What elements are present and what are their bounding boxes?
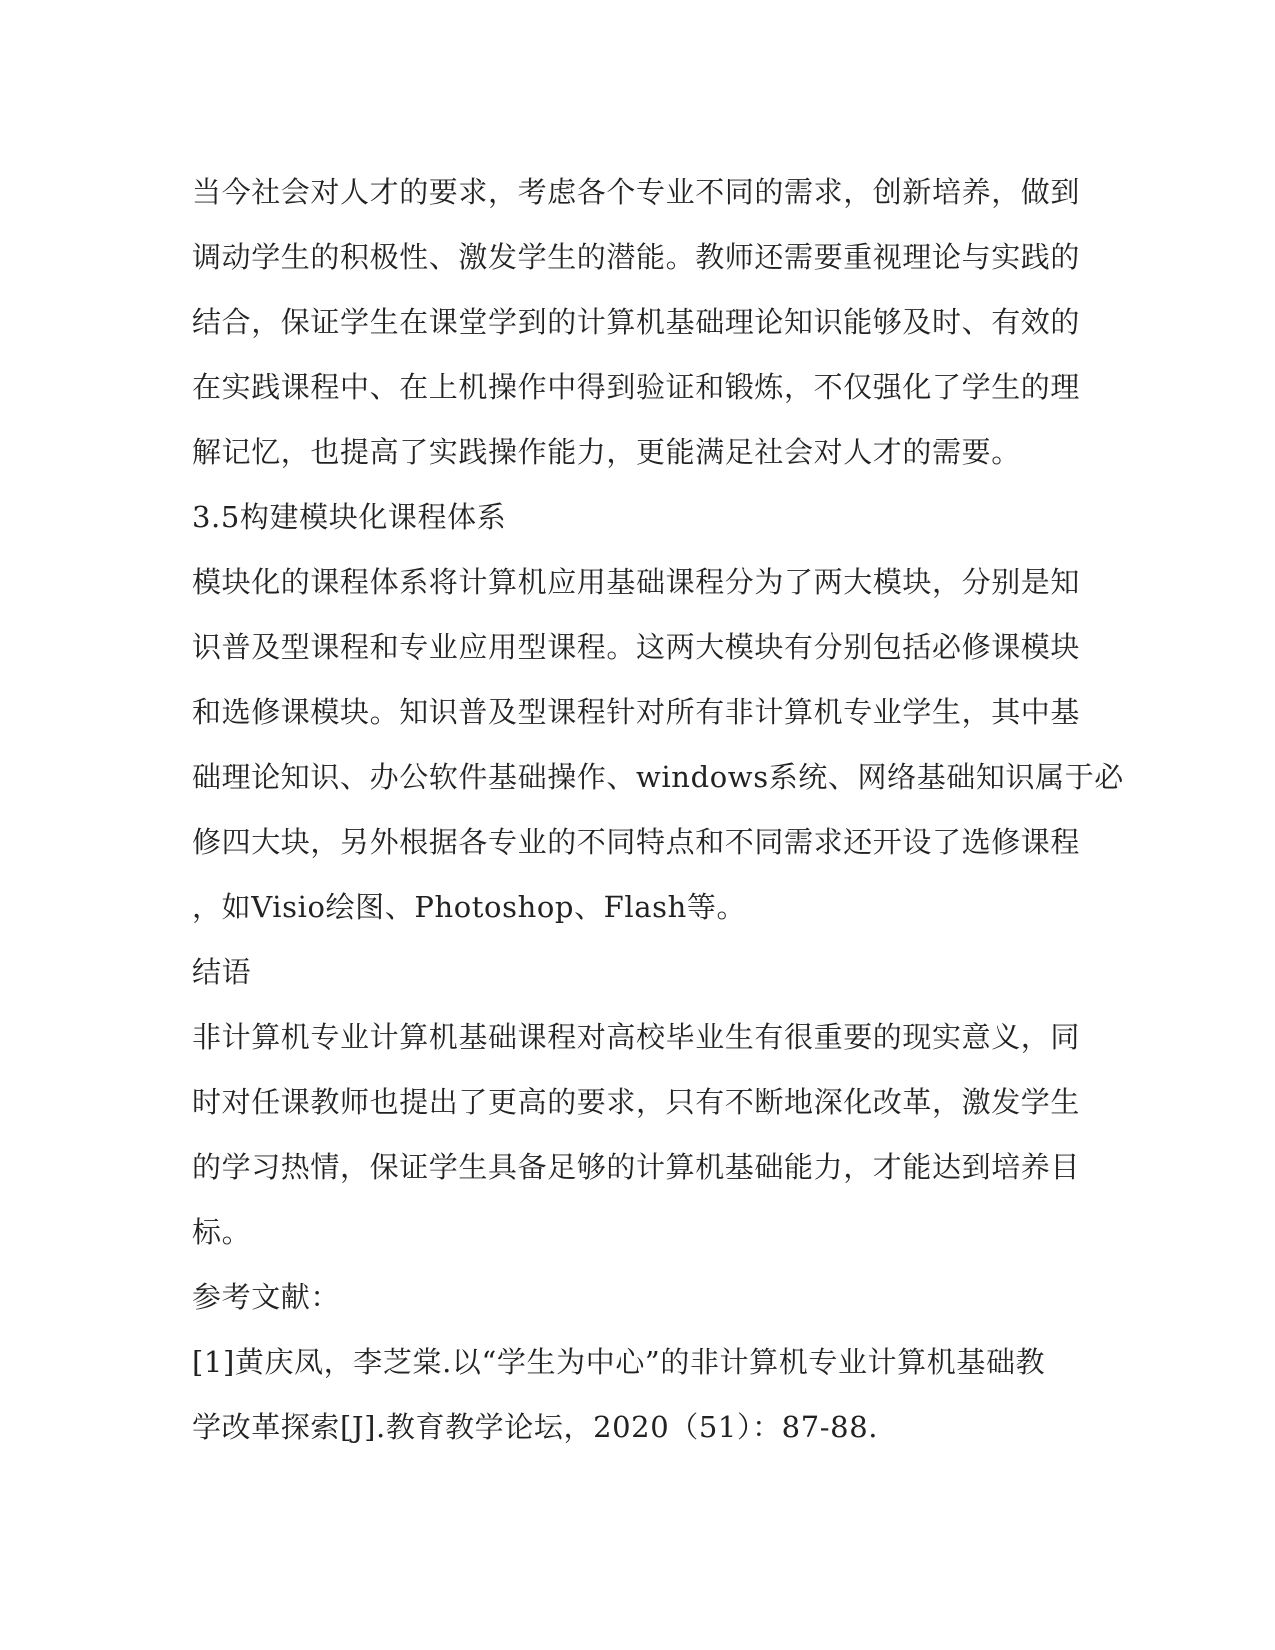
paragraph-line: 当今社会对人才的要求，考虑各个专业不同的需求，创新培养，做到 [192,175,1081,209]
paragraph-line: 时对任课教师也提出了更高的要求，只有不断地深化改革，激发学生 [192,1085,1081,1119]
paragraph-line: 础理论知识、办公软件基础操作、windows系统、网络基础知识属于必 [192,760,1124,794]
paragraph-line: 的学习热情，保证学生具备足够的计算机基础能力，才能达到培养目 [192,1150,1081,1184]
reference-entry: [1]黄庆凤，李芝棠.以“学生为中心”的非计算机专业计算机基础教 [192,1345,1046,1379]
paragraph-line: 非计算机专业计算机基础课程对高校毕业生有很重要的现实意义，同 [192,1020,1081,1054]
document-body [192,160,1124,1460]
paragraph-line: 结合，保证学生在课堂学到的计算机基础理论知识能够及时、有效的 [192,305,1081,339]
paragraph-line: 标。 [192,1215,252,1249]
paragraph-line: 模块化的课程体系将计算机应用基础课程分为了两大模块，分别是知 [192,565,1081,599]
paragraph-line: 解记忆，也提高了实践操作能力，更能满足社会对人才的需要。 [192,435,1021,469]
paragraph-line: 调动学生的积极性、激发学生的潜能。教师还需要重视理论与实践的 [192,240,1081,274]
references-heading: 参考文献： [192,1280,341,1314]
paragraph-line: ，如Visio绘图、Photoshop、Flash等。 [192,890,747,924]
paragraph-line: 在实践课程中、在上机操作中得到验证和锻炼，不仅强化了学生的理 [192,370,1081,404]
paragraph-line: 和选修课模块。知识普及型课程针对所有非计算机专业学生，其中基 [192,695,1081,729]
paragraph-line: 修四大块，另外根据各专业的不同特点和不同需求还开设了选修课程 [192,825,1081,859]
section-heading: 3.5构建模块化课程体系 [192,500,507,534]
reference-entry: 学改革探索[J].教育教学论坛，2020（51）：87-88. [192,1410,879,1444]
section-heading: 结语 [192,955,252,989]
paragraph-line: 识普及型课程和专业应用型课程。这两大模块有分别包括必修课模块 [192,630,1081,664]
